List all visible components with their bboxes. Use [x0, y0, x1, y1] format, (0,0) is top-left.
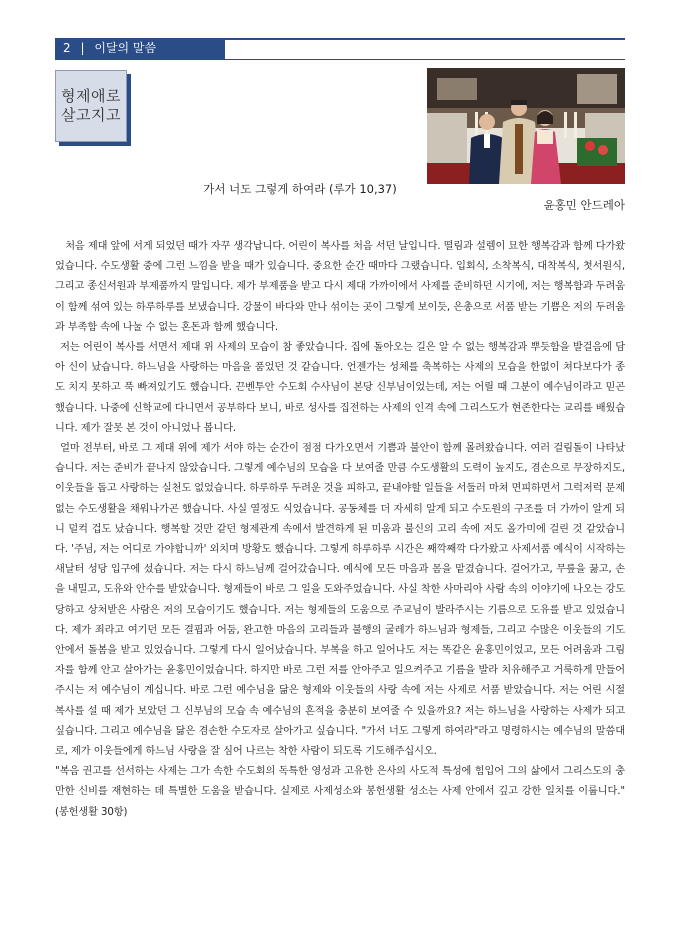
- badge-box: [55, 70, 127, 142]
- ordination-photo-image: [427, 68, 625, 184]
- badge-line-1: 형제애로: [61, 87, 121, 105]
- section-header: [55, 38, 225, 59]
- page-number: 2: [63, 41, 71, 55]
- article-paragraph: 저는 어린이 복사를 서면서 제대 위 사제의 모습이 참 좋았습니다. 집에 돌아오는 길은 알 수 없는 행복감과 뿌듯함을 발걸음에 담아 신이 났습니다. 하느님을 사랑하는 마음을 품었던 것 같습니다. 언젠가는 성체를 축복하는 사제의 모습을 한없이 쳐다보다가 종도 치지 못하고 푹 빠져있기도 했습니다. 끈벤투안 수도회 수사님이 본당 신부님이었는데, 저는 어릴 때 그분이 예수님이라고 믿곤 했습니다. 나중에 신학교에 다니면서 공부하다 보니, 바로 성사를 집전하는 사제의 인격 속에 그리스도가 현존한다는 교리를 배웠습니다. 제가 잘못 본 것이 아니었나 봅니다.: [55, 342, 625, 434]
- article-paragraph: "복음 권고를 선서하는 사제는 그가 속한 수도회의 독특한 영성과 고유한 은사의 사도적 특성에 힘입어 그의 삶에서 그리스도의 충만한 신비를 재현하는 데 특별한 도움을 받습니다. 실제로 사제성소와 봉헌생활 성소는 사제 안에서 깊고 강한 일치를 이룹니다." (봉헌생활 30항): [55, 766, 625, 818]
- ordination-photo: [427, 68, 625, 184]
- header-rule: [225, 38, 625, 40]
- section-title: 이달의 말씀: [94, 41, 157, 55]
- badge-line-2: 살고지고: [61, 106, 121, 124]
- header-separator: |: [80, 41, 85, 55]
- article-paragraph: 얼마 전부터, 바로 그 제대 위에 제가 서야 하는 순간이 점점 다가오면서 기쁨과 불안이 함께 몰려왔습니다. 여러 걸림돌이 나타났습니다. 저는 준비가 끝나지 않았습니다. 그렇게 예수님의 모습을 다 보여줄 만큼 수도생활의 도력이 높지도, 겸손으로 무장하지도, 이웃들을 돕고 사랑하는 실천도 없었습니다. 하루하루 두려운 것을 피하고, 끝내야할 일들을 서둘러 마쳐 면피하면서 그럭저럭 문제없는 수도생활을 채워나가곤 했습니다. 사실 열정도 식었습니다. 공동체를 더 자세히 알게 되고 수도원의 구조를 더 가까이 알게 되니 덜컥 겁도 났습니다. 행복할 것만 같던 형제관계 속에서 발견하게 된 미움과 불신의 고리 속에 저도 올가미에 걸린 것 같았습니다. '주님, 저는 어디로 가야합니까' 외치며 방황도 했습니다. 그렇게 하루하루 시간은 째깍째깍 다가왔고 사제서품 예식이 시작하는 새날터 성당 입구에 섰습니다. 저는 다시 하느님께 걸어갔습니다. 예식에 모든 마음과 몸을 맡겼습니다. 걸어가고, 무릎을 꿇고, 손을 내밀고, 도유와 안수를 받았습니다. 형제들이 바로 그 일을 도와주었습니다. 사실 착한 사마리아 사람 속의 이야기에 나오는 강도당하고 상처받은 사람은 저의 모습이기도 했습니다. 저는 형제들의 도움으로 주교님이 발라주시는 기름으로 도유를 받고 있었습니다. 제가 죄라고 여기던 모든 결핍과 어둠, 완고한 마음의 고리들과 불행의 굴레가 하느님과 형제들, 그리고 수많은 이웃들의 기도 안에서 돌봄을 받고 있었습니다. 그렇게 다시 일어났습니다. 부복을 하고 일어나도 저는 똑같은 윤홍민이었고, 모든 어려움과 그림자를 함께 안고 살아가는 윤홍민이었습니다. 하지만 바로 그런 저를 안아주고 일으켜주고 기름을 발라 치유해주고 거룩하게 만들어주시는 저 예수님이 계십니다. 바로 그런 예수님을 닮은 형제와 이웃들의 사랑 속에 저는 사제로 서품 받았습니다. 저는 어린 시절 복사를 설 때 제가 보았던 그 신부님의 모습 속 예수님의 흔적을 충분히 보여줄 수 있을까요? 저는 하느님을 사랑하는 사제가 되고 싶습니다. 그리고 예수님을 닮은 겸손한 수도자로 살아가고 싶습니다. "가서 너도 그렇게 하여라"라고 명령하시는 예수님의 말씀대로, 제가 이웃들에게 하느님 사랑을 잘 심어 나르는 착한 사람이 되도록 기도해주십시오.: [55, 443, 625, 758]
- header-rule-bottom: [55, 59, 625, 60]
- article-paragraph: 처음 제대 앞에 서게 되었던 때가 자꾸 생각납니다. 어린이 복사를 처음 서던 날입니다. 떨림과 설렘이 묘한 행복감과 함께 다가왔었습니다. 수도생활 중에 그런 느낌을 받을 때가 있습니다. 중요한 순간 때마다 그랬습니다. 입회식, 소착복식, 대착복식, 첫서원식, 그리고 종신서원과 부제품까지 말입니다. 제가 부제품을 받고 다시 제대 가까이에서 사제를 준비하던 시기에, 저는 행복함과 두려움이 함께 섞여 있는 하루하루를 보냈습니다. 강물이 바다와 만나 섞이는 곳이 그렇게 보이듯, 은총으로 서품 받는 기쁨은 저의 두려움과 부족함 속에 나눌 수 없는 혼돈과 함께 했습니다.: [55, 241, 625, 333]
- column-badge: [55, 70, 131, 146]
- article-body: [55, 237, 625, 823]
- article-author: 윤홍민 안드레아: [543, 198, 625, 212]
- article-subtitle: 가서 너도 그렇게 하여라 (루가 10,37): [203, 182, 397, 196]
